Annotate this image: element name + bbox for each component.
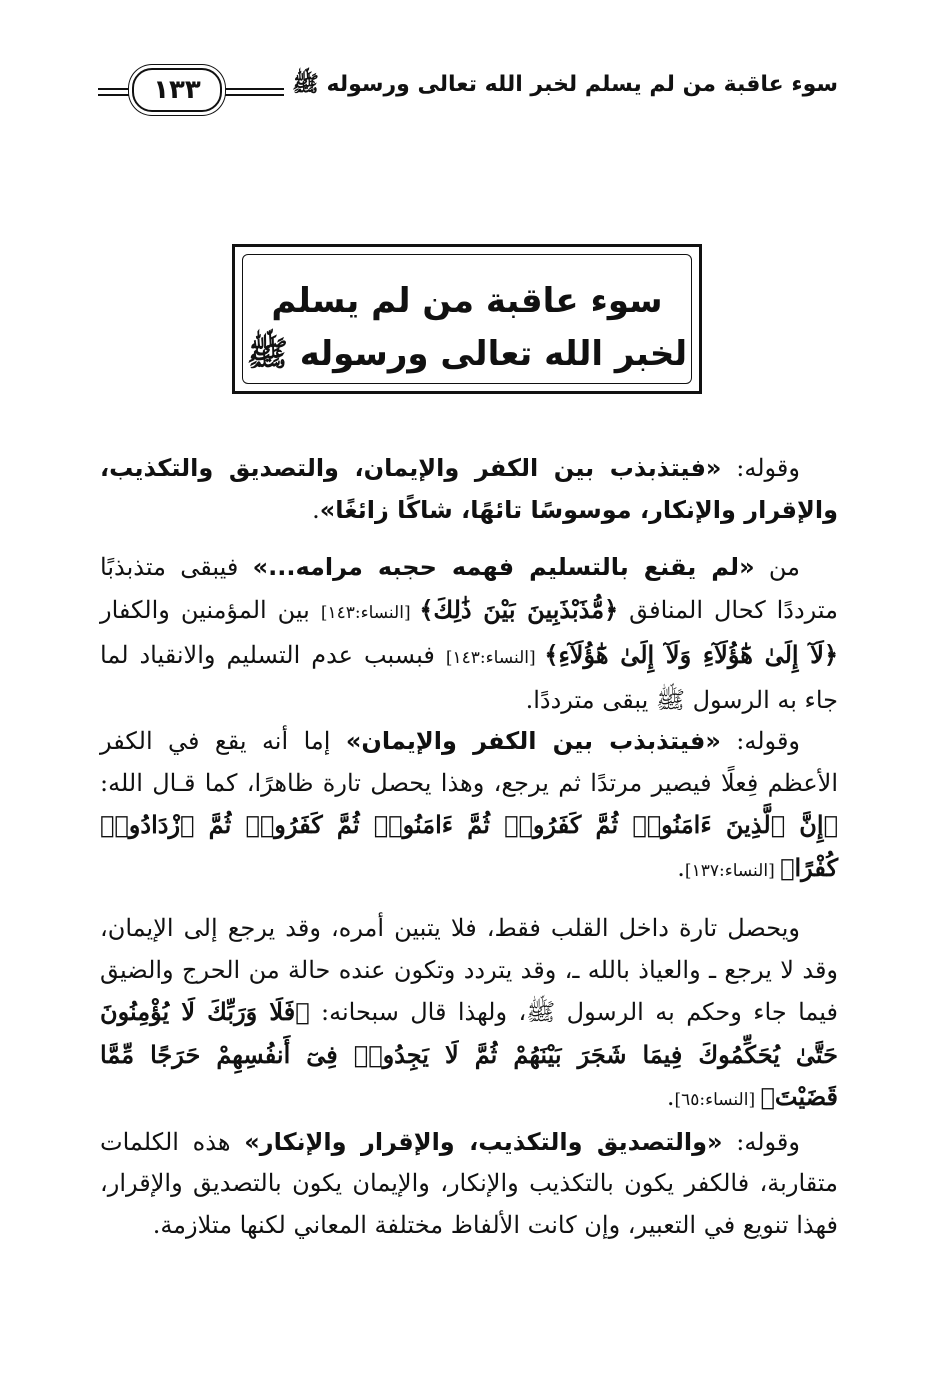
p2-text-2: فيبقى متذبذبًا مترددًا كحال المنافق xyxy=(100,553,838,624)
p5-quote: «والتصديق والتكذيب، والإقرار والإنكار» xyxy=(244,1127,723,1156)
chapter-title-line-2: لخبر الله تعالى ورسوله ﷺ xyxy=(246,334,688,374)
p3-ayah: ﴿إِنَّ ٱلَّذِينَ ءَامَنُوا۟ ثُمَّ كَفَرُوا۟ ثُمَّ ءَامَنُوا۟ ثُمَّ كَفَرُوا۟ ثُمَّ ٱزْدَادُوا۟ كُفْرًا﴾ xyxy=(100,810,838,882)
p3-tail: . xyxy=(677,853,685,882)
p2-quote: «لم يقنع بالتسليم فهمه حجبه مرامه...» xyxy=(252,553,755,581)
body-text xyxy=(100,448,838,1246)
p1-quote: «فيتذبذب بين الكفر والإيمان، والتصديق والتكذيب، والإقرار والإنكار، موسوسًا تائهًا، شاكًا زائغًا» xyxy=(100,454,838,524)
p1-tail: . xyxy=(312,495,320,524)
p3-ref: [النساء:١٣٧] xyxy=(684,860,781,881)
p2-ayah-2: ﴿لَآ إِلَىٰ هَٰٓؤُلَآءِ وَلَآ إِلَىٰ هَٰٓؤُلَآءِ﴾ xyxy=(544,640,839,669)
p1-lead: وقوله: xyxy=(721,454,800,482)
paragraph-2 xyxy=(100,547,838,721)
paragraph-4 xyxy=(100,908,838,1122)
p2-ref-2: [النساء:١٤٣] xyxy=(445,648,545,668)
p4-ref: [النساء:٦٥] xyxy=(674,1090,761,1110)
p2-ayah-1: ﴿مُّذَبْذَبِينَ بَيْنَ ذَٰلِكَ﴾ xyxy=(419,594,619,624)
p4-tail: . xyxy=(666,1083,675,1111)
p5-text-1: هذه الكلمات متقاربة، فالكفر يكون بالتكذيب والإنكار، والإيمان يكون بالتصديق والإقرار، فهذا تنويع في التعبير، وإن كانت الألفاظ مختلفة المعاني لكنها متلازمة. xyxy=(100,1127,838,1239)
p4-text-1: ويحصل تارة داخل القلب فقط، فلا يتبين أمره، وقد يرجع إلى الإيمان، وقد لا يرجع ـ والعياذ بالله ـ، وقد يتردد وتكون عنده حالة من الحرج والضيق فيما جاء وحكم به الرسول ﷺ، ولهذا قال سبحانه: xyxy=(100,914,839,1026)
p2-text-3: بين المؤمنين والكفار xyxy=(100,595,321,624)
chapter-title-line-1: سوء عاقبة من لم يسلم xyxy=(271,281,663,321)
p5-lead: وقوله: xyxy=(722,1127,800,1156)
p3-quote: «فيتذبذب بين الكفر والإيمان» xyxy=(345,727,721,755)
header-rule-left-bottom xyxy=(98,94,132,96)
running-title: سوء عاقبة من لم يسلم لخبر الله تعالى ورسوله ﷺ xyxy=(284,70,838,102)
p2-text-4: فبسبب عدم التسليم والانقياد لما جاء به الرسول ﷺ يبقى مترددًا. xyxy=(100,641,838,714)
paragraph-3 xyxy=(100,721,838,892)
paragraph-1 xyxy=(100,448,838,531)
p3-lead: وقوله: xyxy=(720,727,801,755)
p4-ayah: ﴿فَلَا وَرَبِّكَ لَا يُؤْمِنُونَ حَتَّىٰ يُحَكِّمُوكَ فِيمَا شَجَرَ بَيْنَهُمْ ثُمَّ لَا يَجِدُوا۟ فِىٓ أَنفُسِهِمْ حَرَجًا مِّمَّا قَضَيْتَ﴾ xyxy=(100,997,838,1111)
paragraph-5 xyxy=(100,1122,838,1247)
p2-text-1: من xyxy=(754,553,800,581)
header-rule-left-top xyxy=(98,88,132,90)
page-number: ١٣٣ xyxy=(153,75,201,105)
running-header xyxy=(98,64,838,116)
page-number-badge xyxy=(132,68,222,112)
p2-ref-1: [النساء:١٤٣] xyxy=(320,602,420,623)
chapter-title-frame xyxy=(232,244,702,394)
p3-text-1: إما أنه يقع في الكفر الأعظم فِعلًا فيصير مرتدًا ثم يرجع، وهذا يحصل تارة ظاهرًا، كما قـال الله: xyxy=(100,727,838,797)
